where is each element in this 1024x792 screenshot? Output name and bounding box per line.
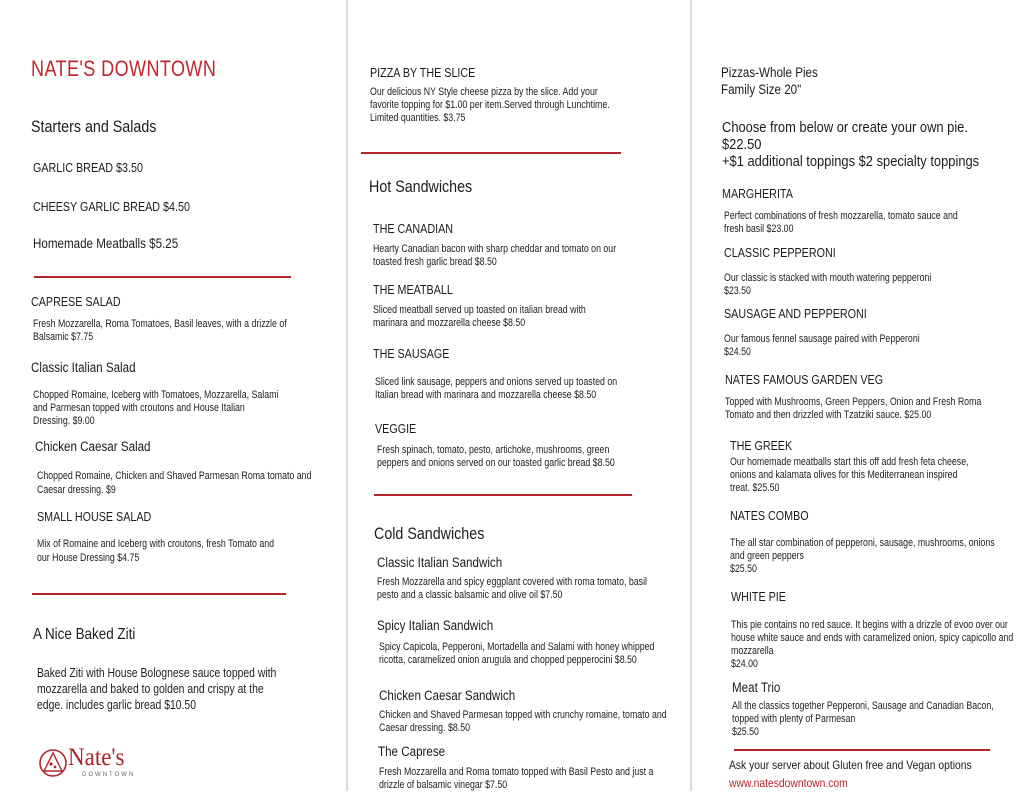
pie-description: $24.50 — [724, 346, 751, 358]
pie-description: and green peppers — [730, 550, 804, 562]
pie-description: house white sauce and ends with caramelized onion, spicy capicollo and — [731, 632, 1014, 644]
section-divider — [374, 494, 632, 496]
sandwich-description: Fresh Mozzarella and Roma tomato topped with Basil Pesto and just a — [379, 766, 654, 778]
starters-heading: Starters and Salads — [31, 117, 157, 136]
sandwich-description: Fresh Mozzarella and spicy eggplant covered with roma tomato, basil — [377, 576, 647, 588]
ziti-heading: A Nice Baked Ziti — [33, 626, 136, 643]
pie-description: All the classics together Pepperoni, Sausage and Canadian Bacon, — [732, 700, 994, 712]
pie-description: Our homemade meatballs start this off add fresh feta cheese, — [730, 456, 969, 468]
nates-logo — [38, 744, 163, 782]
pizza-heading: Pizzas-Whole Pies — [721, 65, 818, 80]
sandwich-name: THE CANADIAN — [373, 222, 454, 236]
sandwich-description: drizzle of balsamic vinegar $7.50 — [379, 779, 508, 791]
restaurant-title: NATE'S DOWNTOWN — [31, 56, 217, 81]
sandwich-description: Sliced link sausage, peppers and onions served up toasted on — [375, 376, 618, 388]
sandwich-description: peppers and onions served on our toasted garlic bread $8.50 — [377, 457, 615, 469]
salad-description: Caesar dressing. $9 — [37, 484, 116, 496]
ziti-description: mozzarella and baked to golden and crispy at the — [37, 681, 264, 696]
slice-name: PIZZA BY THE SLICE — [370, 66, 476, 80]
sandwich-name: THE MEATBALL — [373, 283, 453, 297]
pie-description: onions and kalamata olives for this Mediterranean inspired — [730, 469, 958, 481]
starter-item: CHEESY GARLIC BREAD $4.50 — [33, 200, 190, 214]
sandwich-description: Italian bread with marinara and mozzarella cheese $8.50 — [375, 389, 597, 401]
pizza-intro: +$1 additional toppings $2 specialty toppings — [722, 153, 980, 170]
salad-description: Mix of Romaine and Iceberg with croutons, fresh Tomato and — [37, 538, 275, 550]
salad-name: SMALL HOUSE SALAD — [37, 510, 152, 524]
slice-description: Limited quantities. $3.75 — [370, 112, 466, 124]
pie-name: Meat Trio — [732, 680, 781, 695]
pie-description: Tomato and then drizzled with Tzatziki sauce. $25.00 — [725, 409, 932, 421]
slice-description: Our delicious NY Style cheese pizza by the slice. Add your — [370, 86, 598, 98]
sandwich-name: VEGGIE — [375, 422, 417, 436]
section-divider — [734, 749, 990, 751]
pizza-heading: Family Size 20" — [721, 82, 802, 97]
salad-name: Chicken Caesar Salad — [35, 439, 151, 454]
pie-description: $24.00 — [731, 658, 758, 670]
panel-fold-right — [690, 0, 692, 791]
salad-description: Chopped Romaine, Iceberg with Tomatoes, Mozzarella, Salami — [33, 389, 279, 401]
salad-name: CAPRESE SALAD — [31, 295, 121, 309]
salad-name: Classic Italian Salad — [31, 360, 136, 375]
sandwich-name: Spicy Italian Sandwich — [377, 618, 494, 633]
panel-fold-left — [346, 0, 348, 791]
section-divider — [34, 276, 291, 278]
sandwich-description: Sliced meatball served up toasted on italian bread with — [373, 304, 586, 316]
starter-item: GARLIC BREAD $3.50 — [33, 161, 143, 175]
sandwich-description: Fresh spinach, tomato, pesto, artichoke, mushrooms, green — [377, 444, 610, 456]
sandwich-name: THE SAUSAGE — [373, 347, 450, 361]
sandwich-description: pesto and a classic balsamic and olive oil $7.50 — [377, 589, 563, 601]
starter-item: Homemade Meatballs $5.25 — [33, 236, 179, 251]
pie-name: NATES FAMOUS GARDEN VEG — [725, 373, 884, 387]
logo-subtext: DOWNTOWN — [82, 772, 136, 778]
sandwich-description: Hearty Canadian bacon with sharp cheddar and tomato on our — [373, 243, 617, 255]
pie-name: CLASSIC PEPPERONI — [724, 246, 836, 260]
salad-description: Dressing. $9.00 — [33, 415, 95, 427]
salad-description: Balsamic $7.75 — [33, 331, 94, 343]
pie-description: Topped with Mushrooms, Green Peppers, Onion and Fresh Roma — [725, 396, 982, 408]
sandwich-description: ricotta, caramelized onion arugula and chopped pepperocini $8.50 — [379, 654, 637, 666]
sandwich-name: Classic Italian Sandwich — [377, 555, 503, 570]
dietary-note: Ask your server about Gluten free and Vegan options — [729, 758, 972, 772]
pie-description: fresh basil $23.00 — [724, 223, 794, 235]
pie-description: This pie contains no red sauce. It begins with a drizzle of evoo over our — [731, 619, 1008, 631]
salad-description: Fresh Mozzarella, Roma Tomatoes, Basil leaves, with a drizzle of — [33, 318, 287, 330]
pizza-intro: Choose from below or create your own pie. — [722, 119, 968, 136]
slice-description: favorite topping for $1.00 per item.Served through Lunchtime. — [370, 99, 610, 111]
pie-name: WHITE PIE — [731, 590, 786, 604]
ziti-description: edge. includes garlic bread $10.50 — [37, 697, 197, 712]
hot-sandwiches-heading: Hot Sandwiches — [369, 177, 473, 196]
cold-sandwiches-heading: Cold Sandwiches — [374, 524, 485, 543]
pizza-slice-icon — [38, 746, 68, 780]
pie-name: MARGHERITA — [722, 187, 793, 201]
salad-description: Chopped Romaine, Chicken and Shaved Parmesan Roma tomato and — [37, 470, 312, 482]
pie-description: $25.50 — [730, 563, 757, 575]
pie-description: Perfect combinations of fresh mozzarella, tomato sauce and — [724, 210, 958, 222]
pie-name: THE GREEK — [730, 439, 793, 453]
logo-wordmark: Nate's — [68, 744, 125, 771]
sandwich-description: marinara and mozzarella cheese $8.50 — [373, 317, 526, 329]
section-divider — [32, 593, 286, 595]
pizza-intro: $22.50 — [722, 136, 762, 153]
sandwich-description: toasted fresh garlic bread $8.50 — [373, 256, 497, 268]
sandwich-description: Chicken and Shaved Parmesan topped with crunchy romaine, tomato and — [379, 709, 667, 721]
pie-description: The all star combination of pepperoni, sausage, mushrooms, onions — [730, 537, 995, 549]
sandwich-name: The Caprese — [378, 744, 446, 759]
pie-description: topped with plenty of Parmesan — [732, 713, 856, 725]
pie-description: treat. $25.50 — [730, 482, 780, 494]
pie-description: $25.50 — [732, 726, 759, 738]
sandwich-description: Spicy Capicola, Pepperoni, Mortadella and Salami with honey whipped — [379, 641, 655, 653]
pie-name: SAUSAGE AND PEPPERONI — [724, 307, 867, 321]
salad-description: our House Dressing $4.75 — [37, 552, 140, 564]
pie-name: NATES COMBO — [730, 509, 809, 523]
ziti-description: Baked Ziti with House Bolognese sauce topped with — [37, 665, 277, 680]
pie-description: Our classic is stacked with mouth watering pepperoni — [724, 272, 932, 284]
website-link[interactable]: www.natesdowntown.com — [729, 776, 848, 790]
salad-description: and Parmesan topped with croutons and House Italian — [33, 402, 245, 414]
pie-description: mozzarella — [731, 645, 774, 657]
sandwich-description: Caesar dressing. $8.50 — [379, 722, 470, 734]
pie-description: $23.50 — [724, 285, 751, 297]
sandwich-name: Chicken Caesar Sandwich — [379, 688, 516, 703]
pie-description: Our famous fennel sausage paired with Pepperoni — [724, 333, 920, 345]
section-divider — [361, 152, 621, 154]
